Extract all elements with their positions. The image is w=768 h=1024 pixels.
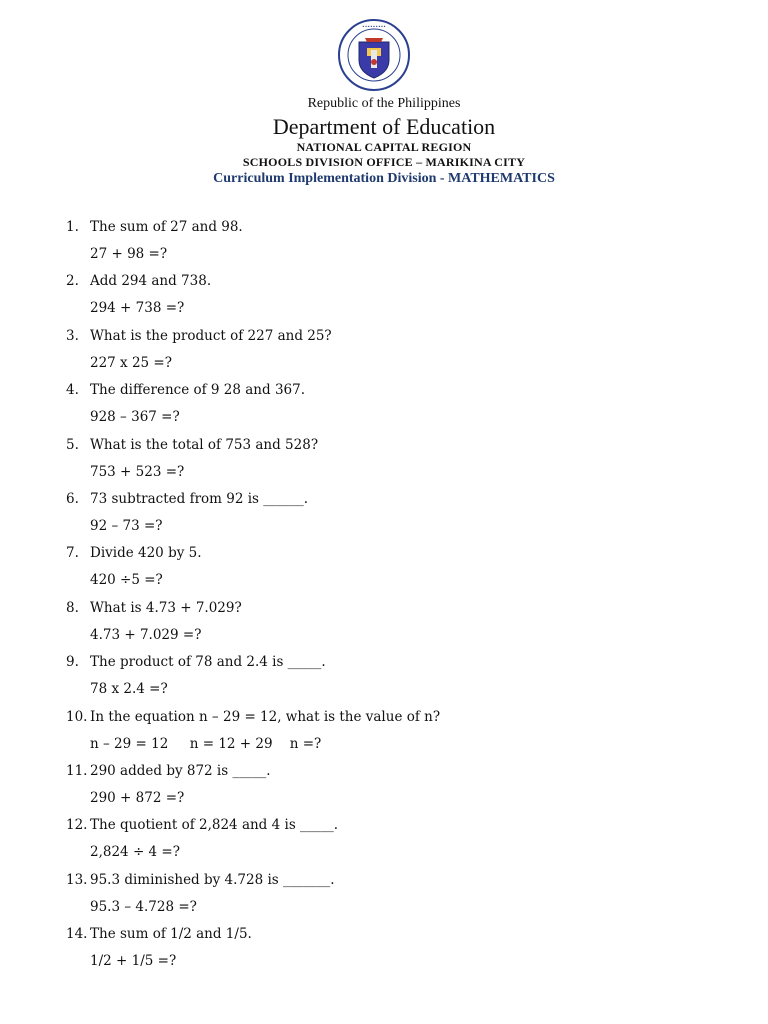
question-text: Divide 420 by 5. <box>90 545 202 562</box>
question-expression: 753 + 523 =? <box>90 463 185 480</box>
question-item <box>66 323 706 377</box>
question-text: The product of 78 and 2.4 is _____. <box>90 654 326 671</box>
question-text: The difference of 9 28 and 367. <box>90 382 305 399</box>
question-number: 14. <box>66 926 88 943</box>
question-expression: 2,824 ÷ 4 =? <box>90 844 180 861</box>
question-text: What is 4.73 + 7.029? <box>90 599 242 616</box>
question-number: 12. <box>66 817 88 834</box>
question-text: What is the product of 227 and 25? <box>90 327 332 344</box>
deped-seal-logo <box>337 18 411 92</box>
question-number: 7. <box>66 545 79 562</box>
question-text: 290 added by 872 is _____. <box>90 762 271 779</box>
region-heading: NATIONAL CAPITAL REGION <box>296 140 472 154</box>
question-item <box>66 649 706 703</box>
question-number: 11. <box>66 762 88 779</box>
question-item <box>66 867 706 921</box>
question-text: 95.3 diminished by 4.728 is _______. <box>90 871 335 888</box>
question-expression: 227 x 25 =? <box>90 354 172 371</box>
svg-text:•••••••••: ••••••••• <box>362 25 386 30</box>
question-number: 8. <box>66 599 79 616</box>
question-number: 10. <box>66 708 88 725</box>
question-number: 5. <box>66 436 79 453</box>
question-text: In the equation n – 29 = 12, what is the value of n? <box>90 708 441 725</box>
question-number: 1. <box>66 219 79 235</box>
question-expression: 95.3 – 4.728 =? <box>90 898 197 915</box>
question-number: 4. <box>66 382 79 399</box>
question-expression: 290 + 872 =? <box>90 789 185 806</box>
question-item <box>66 921 706 975</box>
question-item <box>66 704 706 758</box>
question-item <box>66 214 706 268</box>
question-item <box>66 432 706 486</box>
question-expression: 1/2 + 1/5 =? <box>90 953 177 970</box>
question-item <box>66 595 706 649</box>
question-text: The sum of 1/2 and 1/5. <box>90 926 252 943</box>
division-office-heading: SCHOOLS DIVISION OFFICE – MARIKINA CITY <box>242 155 526 169</box>
question-item <box>66 758 706 812</box>
question-text: What is the total of 753 and 528? <box>90 436 319 453</box>
curriculum-division-heading: Curriculum Implementation Division - MATHEMATICS <box>213 171 555 186</box>
question-expression: 92 – 73 =? <box>90 517 163 534</box>
question-item <box>66 812 706 866</box>
question-expression: 420 ÷5 =? <box>90 572 163 589</box>
question-item <box>66 540 706 594</box>
question-expression: n – 29 = 12 n = 12 + 29 n =? <box>90 735 322 752</box>
question-expression: 27 + 98 =? <box>90 246 168 262</box>
question-item <box>66 486 706 540</box>
question-text: The quotient of 2,824 and 4 is _____. <box>90 817 339 834</box>
question-number: 6. <box>66 490 79 507</box>
question-item <box>66 377 706 431</box>
department-title: Department of Education <box>272 114 496 139</box>
question-number: 3. <box>66 327 79 344</box>
question-text: 73 subtracted from 92 is ______. <box>90 490 309 507</box>
question-number: 2. <box>66 273 79 290</box>
question-text: Add 294 and 738. <box>90 273 212 290</box>
question-expression: 78 x 2.4 =? <box>90 681 168 698</box>
question-list <box>66 214 706 975</box>
question-expression: 294 + 738 =? <box>90 300 185 317</box>
question-number: 9. <box>66 654 79 671</box>
question-expression: 928 – 367 =? <box>90 409 180 426</box>
question-item <box>66 268 706 322</box>
deped-seal-icon <box>337 18 411 92</box>
question-expression: 4.73 + 7.029 =? <box>90 626 202 643</box>
republic-heading: Republic of the Philippines <box>307 96 461 111</box>
question-text: The sum of 27 and 98. <box>90 219 243 235</box>
question-number: 13. <box>66 871 88 888</box>
